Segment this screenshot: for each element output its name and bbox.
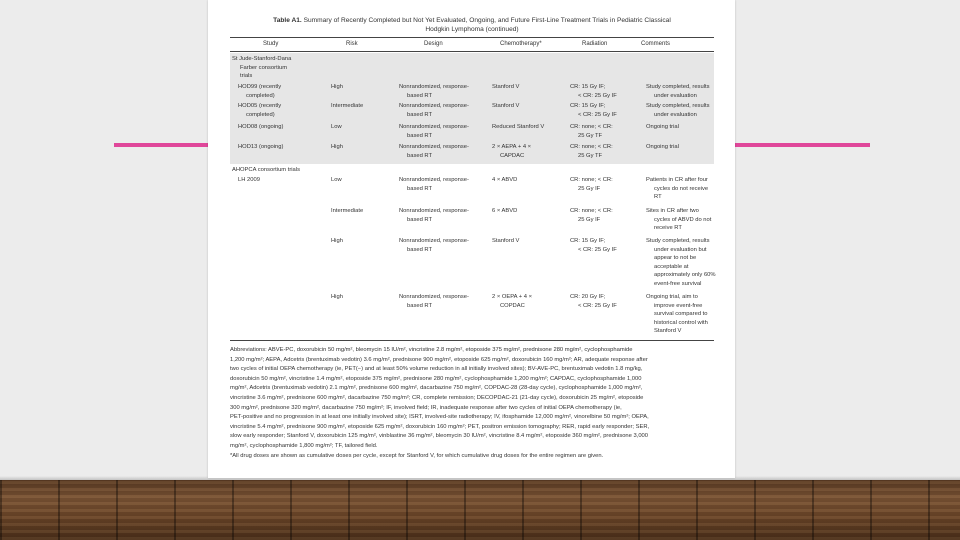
study-cell: LH 2009 [238,177,260,183]
comments-cell: Study completed, results under evaluation [646,103,710,118]
header-bottom-rule [230,51,714,52]
study-cell: HOD99 (recently completed) [238,84,282,99]
radiation-cell: CR: none; < CR: 25 Gy TF [570,144,613,159]
risk-cell: Low [331,124,342,130]
design-cell: Nonrandomized, response- based RT [399,84,469,99]
comments-cell: Ongoing trial, aim to improve event-free survival compared to historical control with Stanford V [646,294,708,335]
design-cell: Nonrandomized, response- based RT [399,208,469,223]
stjude-group-shading [230,53,714,164]
table-caption [230,17,714,34]
chemo-cell: 2 × AEPA + 4 × CAPDAC [492,144,532,159]
pink-accent-line-left [114,143,208,147]
risk-cell: High [331,84,343,90]
pink-accent-line-right [735,143,870,147]
design-cell: Nonrandomized, response- based RT [399,144,469,159]
radiation-cell: CR: 15 Gy IF; < CR: 25 Gy IF [570,103,617,118]
group-title-ahopca: AHOPCA consortium trials [232,167,300,173]
footnote-asterisk: *All drug doses are shown as cumulative doses per cycle, except for Stanford V, for which cumulative drug doses for the entire regimen are given. [230,452,604,459]
group-title-stjude: St Jude-Stanford-Dana Farber consortium trials [232,56,292,80]
table-bottom-rule [230,340,714,341]
header-top-rule [230,37,714,38]
footnote-line: vincristine 5.4 mg/m², prednisone 900 mg/m², etoposide 625 mg/m², doxorubicin 160 mg/m²; PET, positron emission tomography; RER, rapid early responder; SER, [230,423,650,430]
study-cell: HOD05 (recently completed) [238,103,282,118]
chemo-cell: 4 × ABVD [492,177,518,183]
footnote-line: two cycles of initial OEPA chemotherapy (ie, PET(−) and at least 50% volume reduction in all initially involved sites); BV-AVE-PC, brentuximab vedotin 1.8 mg/kg, [230,366,643,373]
radiation-cell: CR: 20 Gy IF; < CR: 25 Gy IF [570,294,617,309]
comments-cell: Study completed, results under evaluation [646,84,710,99]
footnote-line: PET-positive and no progression in at least one initially involved site); ISRT, involved-site radiotherapy; IV, ifosphamide 12,000 mg/m², vinorelbine 50 mg/m²; OEPA, [230,414,649,421]
risk-cell: Intermediate [331,208,364,214]
radiation-cell: CR: none; < CR: 25 Gy TF [570,124,613,139]
table-footnotes [230,346,714,461]
caption-line2: Hodgkin Lymphoma (continued) [425,25,519,33]
study-cell: HOD08 (ongoing) [238,124,284,130]
footnote-line: 300 mg/m², prednisone 320 mg/m², dacarbazine 750 mg/m²; IF, involved field; IR, inadequate response after two cycles of initial OEPA chemotherapy (ie, [230,404,622,411]
header-risk: Risk [346,41,358,47]
radiation-cell: CR: 15 Gy IF; < CR: 25 Gy IF [570,84,617,99]
chemo-cell: 2 × OEPA + 4 × COPDAC [492,294,533,309]
chemo-cell: Stanford V [492,103,520,109]
footnote-line: slow early responder; Stanford V, doxorubicin 125 mg/m², vinblastine 36 mg/m², bleomycin 30 IU/m², vincristine 8.4 mg/m², etoposide 360 mg/m², prednisone 3,000 [230,433,649,440]
risk-cell: Low [331,177,342,183]
risk-cell: High [331,294,343,300]
chemo-cell: Reduced Stanford V [492,124,545,130]
caption-label: Table A1. [273,17,302,24]
caption-line1: Summary of Recently Completed but Not Yet Evaluated, Ongoing, and Future First-Line Treatment Trials in Pediatric Classical [303,17,671,24]
radiation-cell: CR: none; < CR: 25 Gy IF [570,177,613,192]
study-cell: HOD13 (ongoing) [238,144,284,150]
footnote-line: Abbreviations: ABVE-PC, doxorubicin 50 mg/m², bleomycin 15 IU/m², vincristine 2.8 mg/m², etoposide 375 mg/m², prednisone 280 mg/m², cyclophosphamide [230,347,633,353]
footnote-line: mg/m², cyclophosphamide 1,800 mg/m²; TF, tailored field. [230,442,378,449]
wooden-floor [0,480,960,540]
header-design: Design [424,41,443,47]
header-chemotherapy: Chemotherapy* [500,41,542,47]
design-cell: Nonrandomized, response- based RT [399,294,469,309]
design-cell: Nonrandomized, response- based RT [399,238,469,253]
design-cell: Nonrandomized, response- based RT [399,177,469,192]
footnote-line: doxorubicin 50 mg/m², vincristine 1.4 mg/m², etoposide 375 mg/m², prednisone 280 mg/m², cyclophosphamide 1,200 mg/m²; CAPDAC, cyclophosphamide 1,000 [230,375,642,382]
comments-cell: Sites in CR after two cycles of ABVD do not receive RT [646,208,712,232]
design-cell: Nonrandomized, response- based RT [399,103,469,118]
chemo-cell: Stanford V [492,84,520,90]
radiation-cell: CR: none; < CR: 25 Gy IF [570,208,613,223]
chemo-cell: 6 × ABVD [492,208,518,214]
footnote-line: 1,200 mg/m²; AEPA, Adcetris (brentuximab vedotin) 3.6 mg/m², prednisone 900 mg/m², etoposide 625 mg/m², doxorubicin 160 mg/m²; AR, adequate response after [230,356,648,363]
table-page [208,0,735,478]
comments-cell: Study completed, results under evaluation but appear to not be acceptable at approximately only 60% event-free survival [646,238,716,287]
design-cell: Nonrandomized, response- based RT [399,124,469,139]
chemo-cell: Stanford V [492,238,520,244]
header-study: Study [263,41,279,47]
comments-cell: Ongoing trial [646,144,679,150]
footnote-line: mg/m², Adcetris (brentuximab vedotin) 2.1 mg/m², prednisone 600 mg/m², dacarbazine 750 mg/m², COPDAC-28 (28-day cycle), cyclophosphamide 1,000 mg/m², [230,385,643,392]
comments-cell: Ongoing trial [646,124,679,130]
header-comments: Comments [641,41,671,47]
comments-cell: Patients in CR after four cycles do not receive RT [646,177,709,201]
risk-cell: High [331,144,343,150]
footnote-line: vincristine 3.6 mg/m², prednisone 600 mg/m², dacarbazine 750 mg/m²; CR, complete remission; DECOPDAC-21 (21-day cycle), doxorubicin 25 mg/m², etoposide [230,394,644,401]
header-radiation: Radiation [582,41,608,47]
radiation-cell: CR: 15 Gy IF; < CR: 25 Gy IF [570,238,617,253]
risk-cell: Intermediate [331,103,364,109]
risk-cell: High [331,238,343,244]
